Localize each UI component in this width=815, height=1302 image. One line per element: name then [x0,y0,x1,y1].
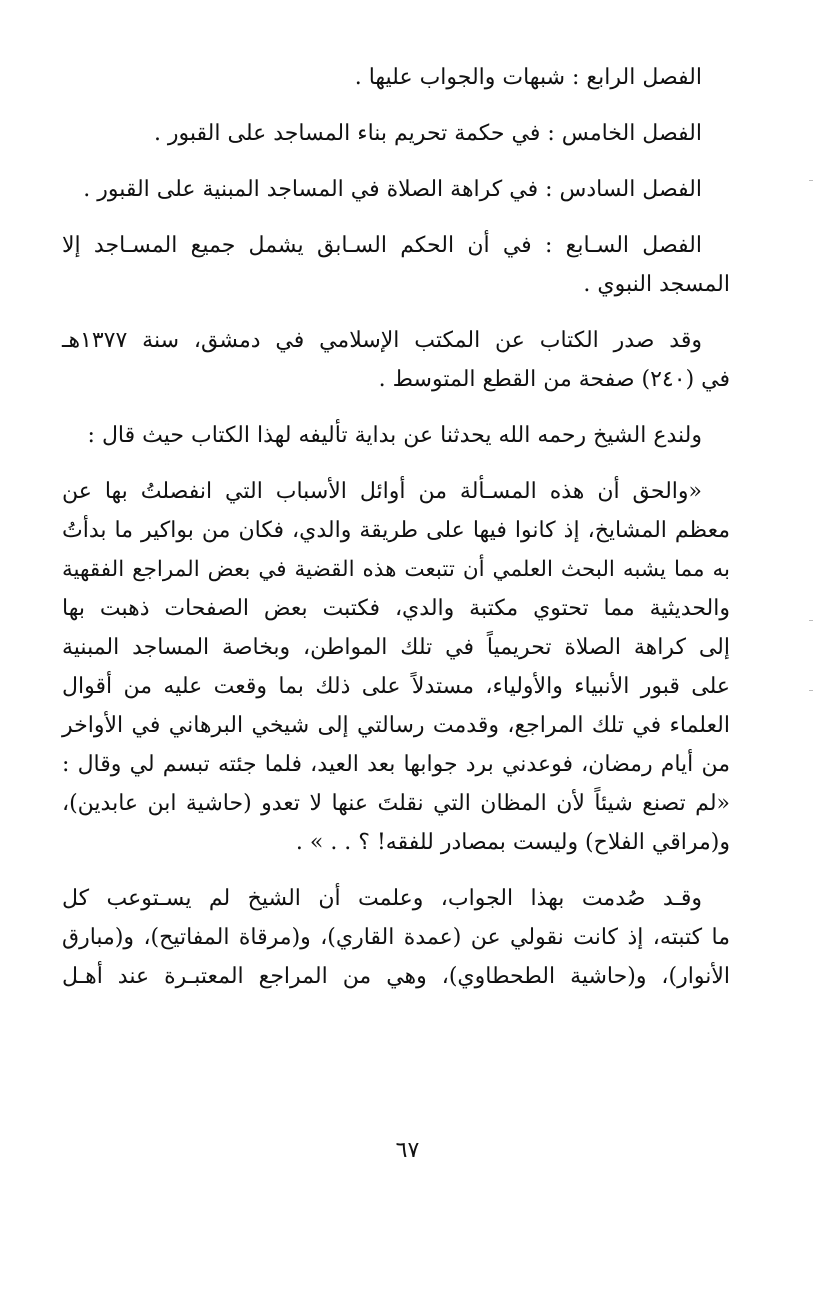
publication-line-1: وقد صدر الكتاب عن المكتب الإسلامي في دمشق، سنة ١٣٧٧هـ [62,328,702,353]
closing-line-3: الأنوار)، و(حاشية الطحطاوي)، وهي من المراجع المعتبـرة عند أهـل [62,964,730,989]
page-body [62,58,730,996]
scan-mark [809,180,813,181]
quote-line-10: و(مراقي الفلاح) وليست بمصادر للفقه! ؟ . . » . [295,830,730,855]
scan-mark [809,620,813,621]
quote-line-1: «والحق أن هذه المسـألة من أوائل الأسباب التي انفصلتُ بها عن [62,479,702,504]
quote-line-9: «لم تصنع شيئاً لأن المظان التي نقلتَ عنها لا تعدو (حاشية ابن عابدين)، [62,791,730,816]
publication-line-2: في (٢٤٠) صفحة من القطع المتوسط . [378,367,730,392]
paragraph-gap [62,153,730,170]
quote-line-4: والحديثية مما تحتوي مكتبة والدي، فكتبت بعض الصفحات ذهبت بها [62,596,730,621]
closing-line-1: وقـد صُدمت بهذا الجواب، وعلمت أن الشيخ لم يسـتوعب كل [62,886,702,911]
quote-line-8: من أيام رمضان، فوعدني برد جوابها بعد العيد، فلما جئته تبسم لي وقال : [62,752,730,777]
quote-line-7: العلماء في تلك المراجع، وقدمت رسالتي إلى شيخي البرهاني في الأواخر [62,713,730,738]
paragraph-gap [62,455,730,472]
chapter-5-line: الفصل الخامس : في حكمة تحريم بناء المساجد على القبور . [153,121,702,146]
page-number: ٦٧ [395,1138,420,1163]
quote-line-6: على قبور الأنبياء والأولياء، مستدلاً على ذلك بما وقعت عليه من أقوال [62,674,730,699]
quote-line-3: به مما يشبه البحث العلمي أن تتبعت هذه القضية في بعض المراجع الفقهية [62,557,730,582]
closing-line-2: ما كتبته، إذ كانت نقولي عن (عمدة القاري)، و(مرقاة المفاتيح)، و(مبارق [62,925,730,950]
paragraph-gap [62,862,730,879]
paragraph-gap [62,97,730,114]
paragraph-gap [62,304,730,321]
quote-line-5: إلى كراهة الصلاة تحريمياً في تلك المواطن، وبخاصة المساجد المبنية [62,635,730,660]
paragraph-gap [62,209,730,226]
paragraph-gap [62,399,730,416]
scan-mark [809,690,813,691]
chapter-4-line: الفصل الرابع : شبهات والجواب عليها . [354,65,702,90]
intro-line: ولندع الشيخ رحمه الله يحدثنا عن بداية تأليفه لهذا الكتاب حيث قال : [87,423,702,448]
chapter-6-line: الفصل السادس : في كراهة الصلاة في المساجد المبنية على القبور . [83,177,702,202]
chapter-7-line-2: المسجد النبوي . [583,272,730,297]
chapter-7-line-1: الفصل السـابع : في أن الحكم السـابق يشمل جميع المسـاجد إلا [62,233,702,258]
quote-line-2: معظم المشايخ، إذ كانوا فيها على طريقة والدي، فكان من بواكير ما بدأتُ [62,518,730,543]
